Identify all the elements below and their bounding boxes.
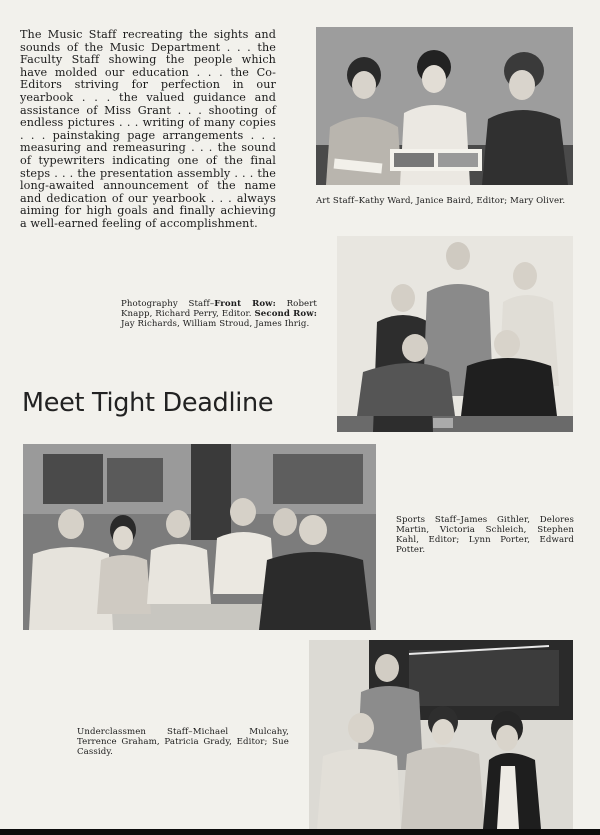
art-staff-photo bbox=[316, 27, 573, 185]
photography-caption-lead: Photography Staff– bbox=[121, 299, 215, 309]
second-row-label: Second Row: bbox=[254, 309, 317, 319]
bottom-border bbox=[0, 829, 600, 835]
sports-staff-caption: Sports Staff–James Githler, Delores Martin, Victoria Schleich, Stephen Kahl, Editor; Lynn Porter, Edward Potter. bbox=[396, 515, 574, 555]
photography-staff-caption bbox=[121, 299, 317, 329]
underclassmen-staff-caption: Underclassmen Staff–Michael Mulcahy, Terrence Graham, Patricia Grady, Editor; Sue Cassidy. bbox=[77, 727, 289, 757]
sports-staff-photo bbox=[23, 444, 376, 630]
art-staff-caption: Art Staff–Kathy Ward, Janice Baird, Editor; Mary Oliver. bbox=[316, 196, 566, 206]
front-row-names: Robert Knapp, Richard Perry, Editor. bbox=[121, 299, 317, 319]
underclassmen-staff-photo bbox=[309, 640, 573, 829]
photography-staff-photo bbox=[337, 236, 573, 432]
intro-paragraph: The Music Staff recreating the sights and sounds of the Music Department . . . the Faculty Staff showing the people which have molded our education . . . the Co-Editors striving for perfection in our yearbook . . . the valued guidance and assistance of Miss Grant . . . shooting of endless pictures . . . writing of many copies . . . painstaking page arrangements . . . measuring and remeasuring . . . the sound of typewriters indicating one of the final steps . . . the presentation assembly . . . the long-awaited announcement of the name and dedication of our yearbook . . . always aiming for high goals and finally achieving a well-earned feeling of accomplishment. bbox=[20, 28, 276, 230]
second-row-names: Jay Richards, William Stroud, James Ihrig. bbox=[121, 319, 310, 329]
front-row-label: Front Row: bbox=[214, 299, 276, 309]
page-headline: Meet Tight Deadline bbox=[22, 388, 274, 418]
